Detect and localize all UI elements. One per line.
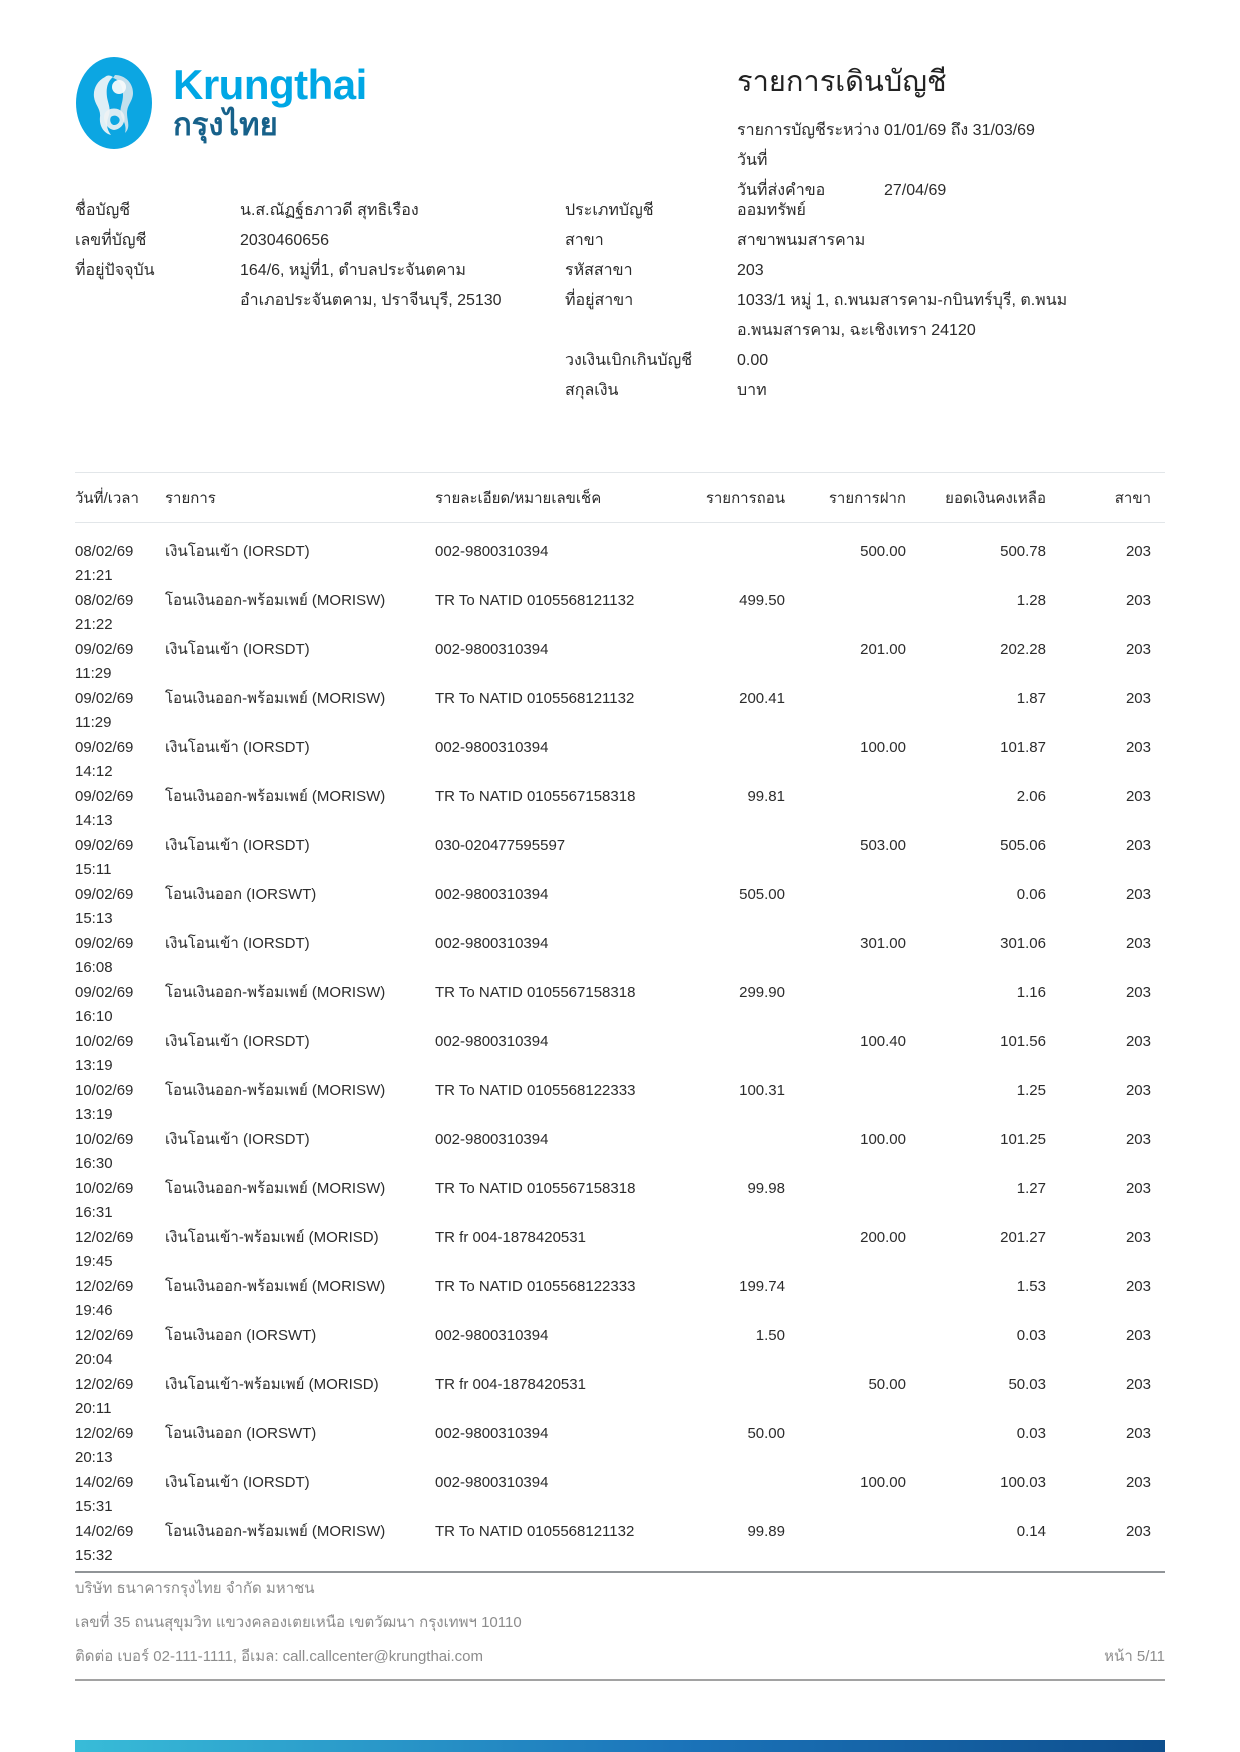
transaction-date: 12/02/69 xyxy=(75,1278,134,1295)
transaction-datetime xyxy=(75,1079,165,1127)
account-field xyxy=(565,376,1165,406)
transaction-detail: TR To NATID 0105568121132 xyxy=(435,690,635,707)
brand-header xyxy=(75,55,367,151)
transaction-balance: 0.03 xyxy=(1016,1327,1046,1344)
transaction-balance: 100.03 xyxy=(1000,1474,1046,1491)
transaction-time: 15:31 xyxy=(75,1498,113,1515)
transaction-detail: 002-9800310394 xyxy=(435,1131,549,1148)
meta-label: รายการบัญชีระหว่างวันที่ xyxy=(737,122,880,170)
transaction-deposit: 100.00 xyxy=(860,739,906,756)
transaction-description: เงินโอนเข้า (IORSDT) xyxy=(165,1131,310,1148)
transaction-branch: 203 xyxy=(1125,1180,1151,1197)
transaction-datetime xyxy=(75,1177,165,1225)
transaction-date: 12/02/69 xyxy=(75,1229,134,1246)
account-field-label: ที่อยู่สาขา xyxy=(565,292,634,309)
transaction-deposit: 100.00 xyxy=(860,1474,906,1491)
transaction-row xyxy=(75,1030,1165,1079)
transaction-time: 16:08 xyxy=(75,959,113,976)
account-field xyxy=(565,196,1165,226)
krungthai-logo-icon xyxy=(75,55,153,151)
transaction-row xyxy=(75,1422,1165,1471)
account-field xyxy=(75,196,565,226)
transaction-date: 14/02/69 xyxy=(75,1474,134,1491)
transaction-description: โอนเงินออก (IORSWT) xyxy=(165,1425,317,1442)
transaction-description: เงินโอนเข้า (IORSDT) xyxy=(165,641,310,658)
account-field-label: เลขที่บัญชี xyxy=(75,232,147,249)
account-field xyxy=(565,346,1165,376)
account-field-label: รหัสสาขา xyxy=(565,262,633,279)
transaction-row xyxy=(75,1520,1165,1569)
col-header-balance: ยอดเงินคงเหลือ xyxy=(945,490,1046,507)
transaction-time: 13:19 xyxy=(75,1106,113,1123)
transaction-deposit: 200.00 xyxy=(860,1229,906,1246)
transaction-balance: 1.87 xyxy=(1016,690,1046,707)
transaction-time: 21:21 xyxy=(75,567,113,584)
transaction-date: 09/02/69 xyxy=(75,690,134,707)
transaction-branch: 203 xyxy=(1125,739,1151,756)
account-field-value: 203 xyxy=(737,262,764,279)
transaction-detail: 002-9800310394 xyxy=(435,1474,549,1491)
meta-label: วันที่ส่งคำขอ xyxy=(737,182,826,200)
transaction-time: 20:04 xyxy=(75,1351,113,1368)
transaction-description: โอนเงินออก-พร้อมเพย์ (MORISW) xyxy=(165,1278,386,1295)
transaction-time: 15:13 xyxy=(75,910,113,927)
transaction-withdrawal: 99.81 xyxy=(747,788,785,805)
transaction-balance: 101.87 xyxy=(1000,739,1046,756)
transaction-date: 09/02/69 xyxy=(75,886,134,903)
transaction-description: เงินโอนเข้า (IORSDT) xyxy=(165,739,310,756)
transaction-detail: 002-9800310394 xyxy=(435,886,549,903)
transaction-time: 19:46 xyxy=(75,1302,113,1319)
transaction-detail: TR fr 004-1878420531 xyxy=(435,1229,586,1246)
transaction-row xyxy=(75,1226,1165,1275)
transaction-date: 14/02/69 xyxy=(75,1523,134,1540)
transaction-datetime xyxy=(75,834,165,882)
transaction-row xyxy=(75,1471,1165,1520)
transaction-detail: TR To NATID 0105568122333 xyxy=(435,1278,636,1295)
meta-value: 27/04/69 xyxy=(884,182,947,200)
account-field xyxy=(565,226,1165,256)
transaction-deposit: 301.00 xyxy=(860,935,906,952)
transaction-date: 10/02/69 xyxy=(75,1033,134,1050)
transactions-table xyxy=(75,472,1165,1573)
transaction-detail: TR To NATID 0105568122333 xyxy=(435,1082,636,1099)
transaction-withdrawal: 200.41 xyxy=(739,690,785,707)
transaction-withdrawal: 199.74 xyxy=(739,1278,785,1295)
transaction-deposit: 50.00 xyxy=(868,1376,906,1393)
transaction-description: โอนเงินออก-พร้อมเพย์ (MORISW) xyxy=(165,690,386,707)
account-field-value: 2030460656 xyxy=(240,232,329,249)
transaction-date: 10/02/69 xyxy=(75,1131,134,1148)
bottom-gradient-bar xyxy=(75,1740,1165,1752)
transaction-time: 11:29 xyxy=(75,714,112,731)
transaction-branch: 203 xyxy=(1125,1229,1151,1246)
transaction-balance: 2.06 xyxy=(1016,788,1046,805)
transaction-time: 20:13 xyxy=(75,1449,113,1466)
transaction-date: 09/02/69 xyxy=(75,837,134,854)
transaction-branch: 203 xyxy=(1125,1376,1151,1393)
brand-name-en: Krungthai xyxy=(173,61,367,109)
col-header-detail: รายละเอียด/หมายเลขเช็ค xyxy=(435,490,602,507)
col-header-branch: สาขา xyxy=(1114,490,1151,507)
transaction-time: 20:11 xyxy=(75,1400,112,1417)
transaction-date: 12/02/69 xyxy=(75,1376,134,1393)
transaction-balance: 101.25 xyxy=(1000,1131,1046,1148)
account-field xyxy=(75,226,565,256)
transaction-detail: TR To NATID 0105567158318 xyxy=(435,984,636,1001)
transaction-time: 14:13 xyxy=(75,812,113,829)
transaction-row xyxy=(75,1373,1165,1422)
transaction-description: เงินโอนเข้า (IORSDT) xyxy=(165,1033,310,1050)
account-field-label: ชื่อบัญชี xyxy=(75,202,131,219)
transaction-withdrawal: 99.98 xyxy=(747,1180,785,1197)
transaction-deposit: 503.00 xyxy=(860,837,906,854)
transaction-description: เงินโอนเข้า (IORSDT) xyxy=(165,543,310,560)
footer-company: บริษัท ธนาคารกรุงไทย จำกัด มหาชน xyxy=(75,1580,315,1597)
transaction-description: โอนเงินออก-พร้อมเพย์ (MORISW) xyxy=(165,1180,386,1197)
transaction-branch: 203 xyxy=(1125,1425,1151,1442)
transaction-description: เงินโอนเข้า-พร้อมเพย์ (MORISD) xyxy=(165,1376,379,1393)
transaction-datetime xyxy=(75,883,165,931)
account-details xyxy=(75,196,1165,406)
transaction-date: 08/02/69 xyxy=(75,543,134,560)
transaction-branch: 203 xyxy=(1125,935,1151,952)
transaction-description: เงินโอนเข้า (IORSDT) xyxy=(165,837,310,854)
statement-meta xyxy=(737,116,1167,206)
transaction-branch: 203 xyxy=(1125,788,1151,805)
transaction-datetime xyxy=(75,589,165,637)
transaction-branch: 203 xyxy=(1125,690,1151,707)
transaction-balance: 0.06 xyxy=(1016,886,1046,903)
transaction-date: 10/02/69 xyxy=(75,1082,134,1099)
transaction-time: 15:11 xyxy=(75,861,112,878)
page-footer xyxy=(75,1572,1165,1681)
transaction-balance: 1.53 xyxy=(1016,1278,1046,1295)
transaction-row xyxy=(75,638,1165,687)
transaction-balance: 0.03 xyxy=(1016,1425,1046,1442)
transaction-detail: 030-020477595597 xyxy=(435,837,566,854)
transaction-withdrawal: 100.31 xyxy=(739,1082,785,1099)
transaction-balance: 1.16 xyxy=(1016,984,1046,1001)
transaction-row xyxy=(75,540,1165,589)
transaction-branch: 203 xyxy=(1125,886,1151,903)
transaction-balance: 1.27 xyxy=(1016,1180,1046,1197)
transaction-description: โอนเงินออก (IORSWT) xyxy=(165,886,317,903)
transaction-balance: 505.06 xyxy=(1000,837,1046,854)
transaction-balance: 1.25 xyxy=(1016,1082,1046,1099)
transaction-detail: 002-9800310394 xyxy=(435,1033,549,1050)
account-field-label: สาขา xyxy=(565,232,604,249)
footer-divider xyxy=(75,1679,1165,1681)
transaction-description: โอนเงินออก-พร้อมเพย์ (MORISW) xyxy=(165,1082,386,1099)
account-field-value: สาขาพนมสารคาม xyxy=(737,232,866,249)
transaction-branch: 203 xyxy=(1125,837,1151,854)
transaction-balance: 0.14 xyxy=(1016,1523,1046,1540)
transaction-description: โอนเงินออก-พร้อมเพย์ (MORISW) xyxy=(165,984,386,1001)
transaction-detail: TR To NATID 0105568121132 xyxy=(435,592,635,609)
transaction-time: 16:30 xyxy=(75,1155,113,1172)
transaction-datetime xyxy=(75,1422,165,1470)
transaction-detail: TR To NATID 0105567158318 xyxy=(435,1180,636,1197)
transaction-description: เงินโอนเข้า (IORSDT) xyxy=(165,1474,310,1491)
transaction-date: 12/02/69 xyxy=(75,1327,134,1344)
transaction-withdrawal: 50.00 xyxy=(747,1425,785,1442)
transaction-detail: TR fr 004-1878420531 xyxy=(435,1376,586,1393)
transaction-balance: 1.28 xyxy=(1016,592,1046,609)
transaction-branch: 203 xyxy=(1125,543,1151,560)
transaction-branch: 203 xyxy=(1125,641,1151,658)
transaction-row xyxy=(75,1324,1165,1373)
transaction-detail: 002-9800310394 xyxy=(435,1425,549,1442)
transaction-date: 09/02/69 xyxy=(75,788,134,805)
transaction-branch: 203 xyxy=(1125,1033,1151,1050)
account-field xyxy=(75,256,565,316)
transaction-datetime xyxy=(75,1373,165,1421)
transaction-detail: 002-9800310394 xyxy=(435,739,549,756)
transaction-row xyxy=(75,1079,1165,1128)
brand-name-th: กรุงไทย xyxy=(173,107,278,143)
statement-meta-row xyxy=(737,116,1167,176)
page-number: หน้า 5/11 xyxy=(1104,1648,1165,1665)
account-field-value: 0.00 xyxy=(737,352,769,369)
transaction-time: 16:31 xyxy=(75,1204,113,1221)
transaction-datetime xyxy=(75,540,165,588)
transaction-withdrawal: 299.90 xyxy=(739,984,785,1001)
transaction-datetime xyxy=(75,1226,165,1274)
transaction-row xyxy=(75,1177,1165,1226)
transaction-description: โอนเงินออก (IORSWT) xyxy=(165,1327,317,1344)
transaction-deposit: 100.40 xyxy=(860,1033,906,1050)
transaction-row xyxy=(75,785,1165,834)
transaction-branch: 203 xyxy=(1125,984,1151,1001)
transaction-datetime xyxy=(75,932,165,980)
transaction-datetime xyxy=(75,785,165,833)
transaction-row xyxy=(75,834,1165,883)
transaction-date: 09/02/69 xyxy=(75,739,134,756)
transaction-withdrawal: 499.50 xyxy=(739,592,785,609)
transaction-detail: 002-9800310394 xyxy=(435,641,549,658)
account-details-left xyxy=(75,196,565,406)
col-header-datetime: วันที่/เวลา xyxy=(75,490,139,507)
table-body xyxy=(75,523,1165,1569)
account-field-value: 1033/1 หมู่ 1, ถ.พนมสารคาม-กบินทร์บุรี, ต.พนม อ.พนมสารคาม, ฉะเชิงเทรา 24120 xyxy=(737,292,1068,339)
transaction-description: โอนเงินออก-พร้อมเพย์ (MORISW) xyxy=(165,788,386,805)
col-header-description: รายการ xyxy=(165,490,216,507)
transaction-row xyxy=(75,589,1165,638)
footer-address: เลขที่ 35 ถนนสุขุมวิท แขวงคลองเตยเหนือ เขตวัฒนา กรุงเทพฯ 10110 xyxy=(75,1614,522,1631)
account-field-label: ที่อยู่ปัจจุบัน xyxy=(75,262,155,279)
transaction-datetime xyxy=(75,981,165,1029)
transaction-time: 15:32 xyxy=(75,1547,113,1564)
transaction-time: 19:45 xyxy=(75,1253,113,1270)
transaction-row xyxy=(75,1275,1165,1324)
transaction-withdrawal: 99.89 xyxy=(747,1523,785,1540)
transaction-detail: 002-9800310394 xyxy=(435,935,549,952)
transaction-datetime xyxy=(75,1030,165,1078)
transaction-balance: 500.78 xyxy=(1000,543,1046,560)
transaction-date: 12/02/69 xyxy=(75,1425,134,1442)
transaction-date: 09/02/69 xyxy=(75,935,134,952)
transaction-date: 10/02/69 xyxy=(75,1180,134,1197)
transaction-row xyxy=(75,736,1165,785)
account-field xyxy=(565,256,1165,286)
transaction-date: 09/02/69 xyxy=(75,984,134,1001)
transaction-row xyxy=(75,883,1165,932)
transaction-balance: 202.28 xyxy=(1000,641,1046,658)
account-field xyxy=(565,286,1165,346)
account-field-label: วงเงินเบิกเกินบัญชี xyxy=(565,352,693,369)
transaction-row xyxy=(75,981,1165,1030)
statement-header xyxy=(737,64,1167,206)
col-header-deposit: รายการฝาก xyxy=(828,490,906,507)
table-header xyxy=(75,472,1165,523)
transaction-branch: 203 xyxy=(1125,592,1151,609)
account-field-label: สกุลเงิน xyxy=(565,382,619,399)
account-field-value: 164/6, หมู่ที่1, ตำบลประจันตคาม อำเภอประจันตคาม, ปราจีนบุรี, 25130 xyxy=(240,262,502,309)
transaction-detail: 002-9800310394 xyxy=(435,543,549,560)
transaction-deposit: 500.00 xyxy=(860,543,906,560)
col-header-withdrawal: รายการถอน xyxy=(705,490,785,507)
transaction-description: เงินโอนเข้า (IORSDT) xyxy=(165,935,310,952)
transaction-time: 13:19 xyxy=(75,1057,113,1074)
transaction-time: 16:10 xyxy=(75,1008,113,1025)
transaction-description: โอนเงินออก-พร้อมเพย์ (MORISW) xyxy=(165,1523,386,1540)
page-title: รายการเดินบัญชี xyxy=(737,66,947,98)
transaction-datetime xyxy=(75,1275,165,1323)
transaction-datetime xyxy=(75,638,165,686)
transaction-detail: TR To NATID 0105568121132 xyxy=(435,1523,635,1540)
transaction-branch: 203 xyxy=(1125,1327,1151,1344)
meta-value: 01/01/69 ถึง 31/03/69 xyxy=(884,122,1035,140)
transaction-time: 21:22 xyxy=(75,616,113,633)
footer-contact-row xyxy=(75,1640,1165,1674)
transaction-branch: 203 xyxy=(1125,1474,1151,1491)
transaction-detail: 002-9800310394 xyxy=(435,1327,549,1344)
transaction-datetime xyxy=(75,1520,165,1568)
transaction-branch: 203 xyxy=(1125,1131,1151,1148)
transaction-row xyxy=(75,932,1165,981)
transaction-time: 11:29 xyxy=(75,665,112,682)
transaction-time: 14:12 xyxy=(75,763,113,780)
account-field-value: บาท xyxy=(737,382,767,399)
account-details-right xyxy=(565,196,1165,406)
transaction-branch: 203 xyxy=(1125,1082,1151,1099)
account-field-value: ออมทรัพย์ xyxy=(737,202,806,219)
footer-contact: ติดต่อ เบอร์ 02-111-1111, อีเมล: call.callcenter@krungthai.com xyxy=(75,1648,483,1665)
transaction-description: เงินโอนเข้า-พร้อมเพย์ (MORISD) xyxy=(165,1229,379,1246)
transaction-datetime xyxy=(75,687,165,735)
transaction-balance: 301.06 xyxy=(1000,935,1046,952)
transaction-withdrawal: 505.00 xyxy=(739,886,785,903)
transaction-datetime xyxy=(75,1471,165,1519)
transaction-balance: 201.27 xyxy=(1000,1229,1046,1246)
transaction-deposit: 100.00 xyxy=(860,1131,906,1148)
account-field-value: น.ส.ณัฏฐ์ธภาวดี สุทธิเรือง xyxy=(240,202,419,219)
transaction-date: 09/02/69 xyxy=(75,641,134,658)
transaction-balance: 50.03 xyxy=(1008,1376,1046,1393)
transaction-row xyxy=(75,1128,1165,1177)
account-field-label: ประเภทบัญชี xyxy=(565,202,654,219)
transaction-datetime xyxy=(75,1128,165,1176)
brand-wordmark xyxy=(173,63,367,143)
transaction-row xyxy=(75,687,1165,736)
transaction-balance: 101.56 xyxy=(1000,1033,1046,1050)
transaction-datetime xyxy=(75,736,165,784)
transaction-date: 08/02/69 xyxy=(75,592,134,609)
transaction-branch: 203 xyxy=(1125,1278,1151,1295)
transaction-branch: 203 xyxy=(1125,1523,1151,1540)
transaction-detail: TR To NATID 0105567158318 xyxy=(435,788,636,805)
transaction-datetime xyxy=(75,1324,165,1372)
transaction-description: โอนเงินออก-พร้อมเพย์ (MORISW) xyxy=(165,592,386,609)
transaction-withdrawal: 1.50 xyxy=(755,1327,785,1344)
transaction-deposit: 201.00 xyxy=(860,641,906,658)
